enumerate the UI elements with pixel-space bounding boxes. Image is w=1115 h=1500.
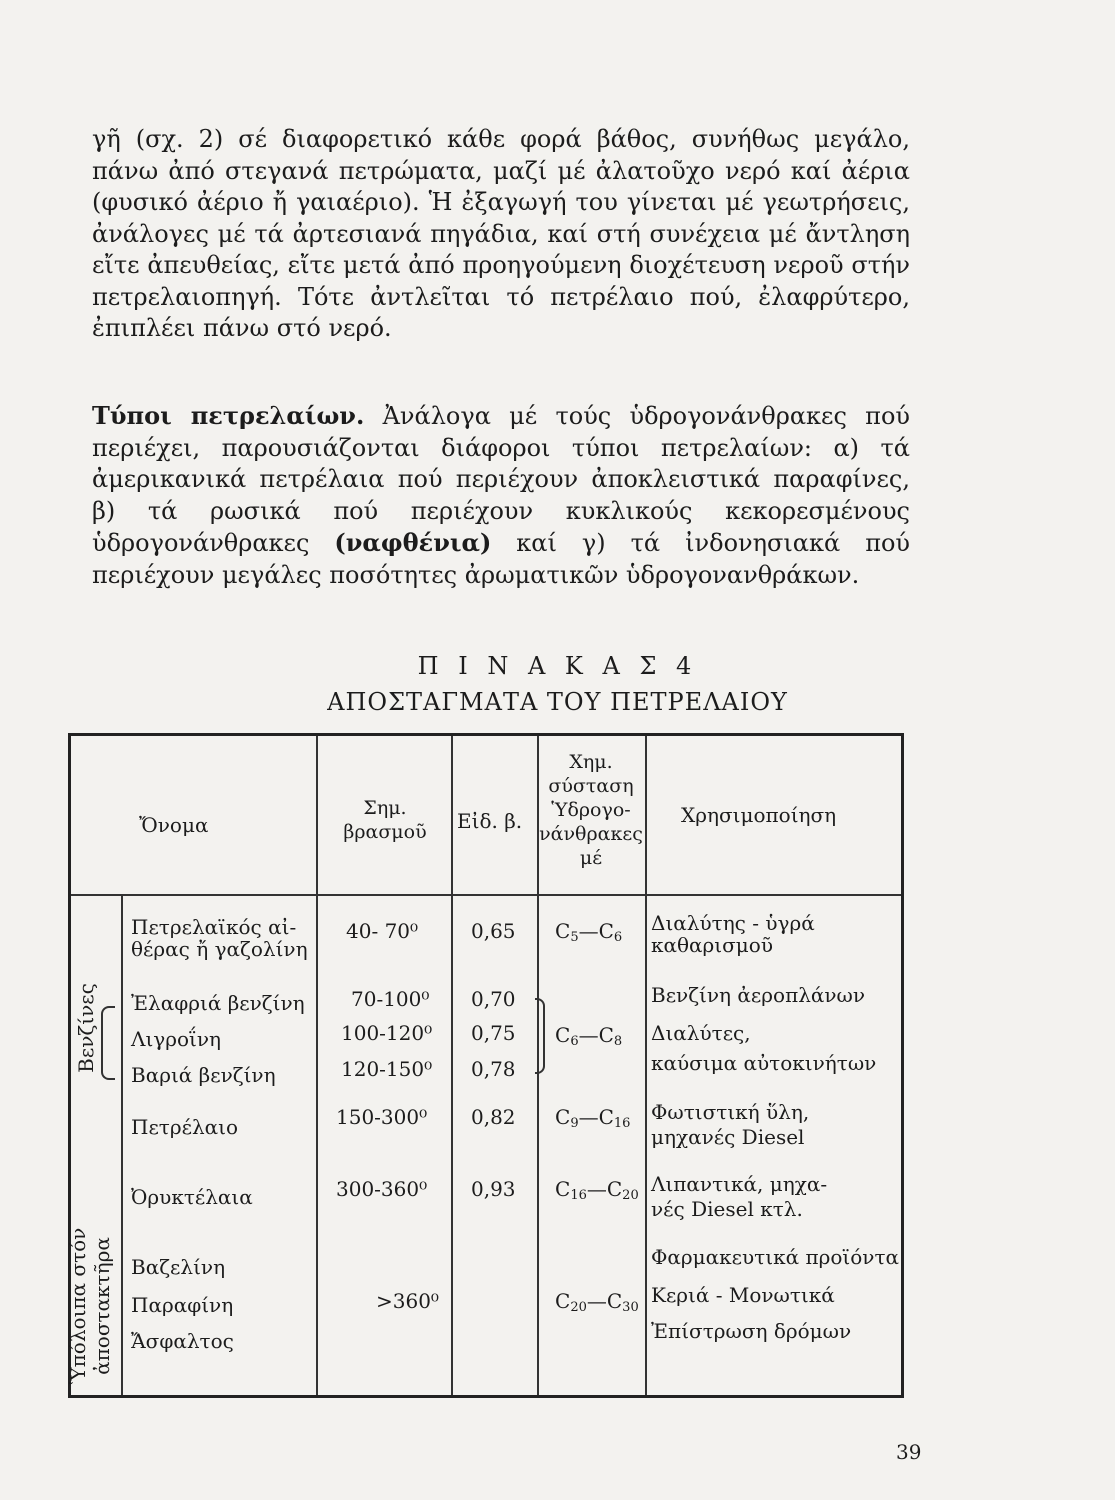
row-heavy-bp: 120-150⁰ <box>341 1057 433 1081</box>
row-heavy-name: Βαριά βενζίνη <box>131 1063 276 1087</box>
row-kero-name: Πετρέλαιο <box>131 1115 239 1139</box>
row-oil-density: 0,93 <box>471 1177 516 1201</box>
group-residues: Ὑπόλοιπα στόν ἀποστακτῆρα <box>66 1227 114 1385</box>
row-benz-formula: $C_6—C_8$ <box>555 1023 623 1049</box>
row-heavy-density: 0,78 <box>471 1057 516 1081</box>
row-oil-use: Λιπαντικά, μηχα- νές Diesel κτλ. <box>651 1172 828 1221</box>
header-boiling: Σημ. βρασμοῦ <box>343 797 427 843</box>
header-name: Ὄνομα <box>139 813 209 837</box>
group-divider <box>121 896 123 1395</box>
header-use: Χρησιμοποίηση <box>681 803 837 827</box>
header-density: Εἰδ. β. <box>457 809 523 833</box>
row-vaseline-name: Βαζελίνη <box>131 1255 226 1279</box>
row-ligroin-name: Λιγροΐνη <box>131 1027 222 1051</box>
row-paraffin-use: Κεριά - Μονωτικά <box>651 1283 835 1307</box>
header-composition: Χημ. σύσταση Ὑδρογο- νάνθρακες μέ <box>539 751 643 869</box>
col-divider <box>316 736 318 1395</box>
row-ligroin-bp: 100-120⁰ <box>341 1021 433 1045</box>
row-ether-formula: $C_5—C_6$ <box>555 919 623 945</box>
row-kero-bp: 150-300⁰ <box>336 1105 428 1129</box>
paragraph-2-body: Ἀνάλογα μέ τούς ὑδρογονάνθρακες πού περιέχει, παρουσιάζονται διάφοροι τύποι πετρελαίων: α) τά ἀμερικανικά πετρέλαια πού περιέχουν ἀποκλειστικά παραφίνες, β) τά ρωσικά πού περιέχουν κυκλικούς κεκορεσμένους ὑδρογονάνθρακες <box>92 402 910 557</box>
row-kero-use: Φωτιστική ὕλη, μηχανές Diesel <box>651 1100 810 1149</box>
bold-term: (ναφθένια) <box>334 528 492 557</box>
col-divider <box>451 736 453 1395</box>
row-benz-use-2: Διαλύτες, <box>651 1021 751 1045</box>
row-light-name: Ἐλαφριά βενζίνη <box>131 991 305 1015</box>
row-kero-density: 0,82 <box>471 1105 516 1129</box>
formula-brace <box>535 998 545 1074</box>
distillates-table <box>68 733 904 1398</box>
table-title: ΑΠΟΣΤΑΓΜΑΤΑ ΤΟΥ ΠΕΤΡΕΛΑΙΟΥ <box>327 688 788 716</box>
group-brace <box>101 1006 115 1080</box>
paragraph-1: γῆ (σχ. 2) σέ διαφορετικό κάθε φορά βάθος, συνήθως μεγάλο, πάνω ἀπό στεγανά πετρώματα, μαζί μέ ἀλατοῦχο νερό καί ἀέρια (φυσικό ἀέριο ἤ γαιαέριο). Ἡ ἐξαγωγή του γίνεται μέ γεωτρήσεις, ἀνάλογες μέ τά ἀρτεσιανά πηγάδια, καί στή συνέχεια μέ ἄντληση εἴτε ἀπευθείας, εἴτε μετά ἀπό προηγούμενη διοχέτευση νεροῦ στήν πετρελαιοπηγή. Τότε ἀντλεῖται τό πετρέλαιο πού, ἐλαφρύτερο, ἐπιπλέει πάνω στό νερό. <box>92 125 910 342</box>
header-divider <box>71 894 901 896</box>
row-ligroin-density: 0,75 <box>471 1021 516 1045</box>
row-vaseline-use: Φαρμακευτικά προϊόντα <box>651 1245 900 1269</box>
row-kero-formula: $C_9—C_{16}$ <box>555 1105 631 1131</box>
row-asphalt-name: Ἄσφαλτος <box>131 1329 234 1353</box>
col-divider <box>645 736 647 1395</box>
table-label: Π Ι Ν Α Κ Α Σ 4 <box>417 652 698 680</box>
row-oil-formula: $C_{16}—C_{20}$ <box>555 1177 639 1203</box>
page-number: 39 <box>896 1440 922 1464</box>
row-ether-use: Διαλύτης - ὑγρά καθαρισμοῦ <box>651 911 815 957</box>
row-ether-name: Πετρελαϊκός αἰ- θέρας ἤ γαζολίνη <box>131 915 308 961</box>
row-ether-density: 0,65 <box>471 919 516 943</box>
section-heading: Τύποι πετρελαίων. <box>92 401 365 430</box>
row-benz-use-3: καύσιμα αὐτοκινήτων <box>651 1051 877 1075</box>
row-ether-bp: 40- 70⁰ <box>346 919 419 943</box>
row-benz-use-1: Βενζίνη ἀεροπλάνων <box>651 983 866 1007</box>
row-residue-formula: $C_{20}—C_{30}$ <box>555 1289 639 1315</box>
row-light-density: 0,70 <box>471 987 516 1011</box>
row-oil-bp: 300-360⁰ <box>336 1177 428 1201</box>
row-residue-bp: >360⁰ <box>376 1289 439 1313</box>
row-oil-name: Ὀρυκτέλαια <box>131 1185 253 1209</box>
row-asphalt-use: Ἐπίστρωση δρόμων <box>651 1319 852 1343</box>
paragraph-2 <box>92 400 910 591</box>
row-paraffin-name: Παραφίνη <box>131 1293 234 1317</box>
row-light-bp: 70-100⁰ <box>351 987 430 1011</box>
group-gasolines: Βενζίνες <box>74 983 98 1073</box>
paragraph-2-tail: καί γ) τά ἰνδονησιακά πού περιέχουν μεγάλες ποσότητες ἀρωματικῶν ὑδρογονανθράκων. <box>92 529 911 589</box>
